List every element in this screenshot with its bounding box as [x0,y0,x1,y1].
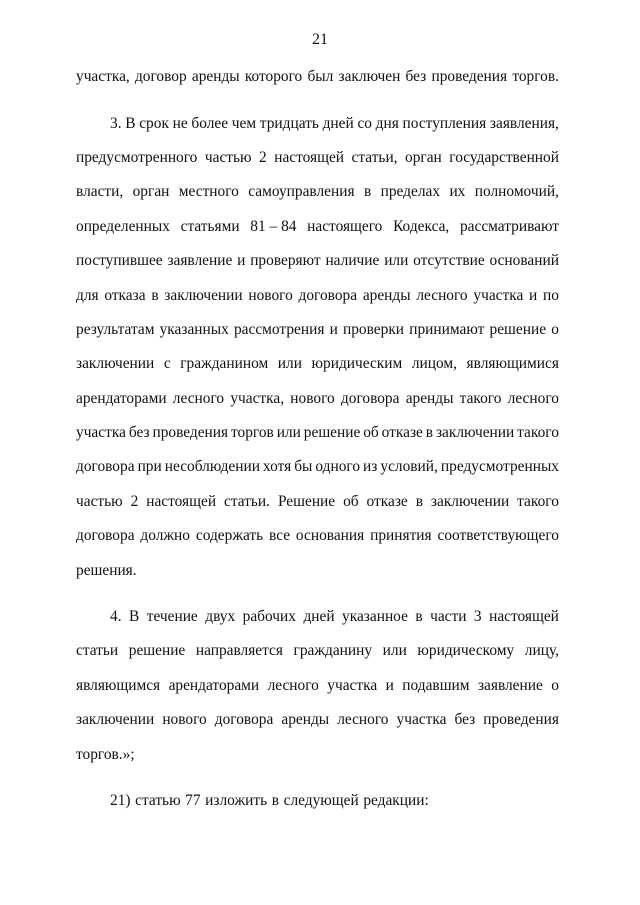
word: решение [128,642,186,660]
word: основания [295,527,365,545]
word: без [405,68,427,86]
word: и [529,286,538,304]
word: дней [303,608,335,626]
text-line [76,450,559,484]
word: следующей [283,792,359,809]
word: из [363,458,378,476]
word: самоуправления [248,183,355,201]
word: принимают [409,320,485,338]
word: лесного [267,676,319,694]
word: договора [76,458,135,476]
word: статью [135,792,181,809]
word: содержать [195,527,264,545]
word: 21) [110,792,131,809]
word: направляется [195,642,283,660]
word: арендаторами [168,676,260,694]
word: власти, [76,183,124,201]
word: и [237,252,246,270]
word: настоящей [274,148,345,166]
text-line [76,737,559,771]
word: об [363,424,379,442]
word: договора [76,527,135,545]
text-line [76,313,559,347]
word: по [543,286,559,304]
word: редакции: [363,792,429,809]
text-line [76,416,559,450]
word: нового [248,286,293,304]
paragraph-4 [76,600,559,772]
word: гражданином [180,355,269,373]
word: в [425,424,434,442]
word: поступившее [76,252,163,270]
text-line [76,175,559,209]
word: заключении [76,355,155,373]
word: участка [327,676,378,694]
word: с [163,355,171,373]
word: заключении [76,711,155,729]
word: был [307,68,334,86]
word: без [128,424,150,442]
paragraph-21 [76,784,559,818]
word: аренды [362,286,411,304]
word: условий, [380,458,438,476]
text-line [76,703,559,737]
word: дня [375,114,399,132]
word: участка [396,711,447,729]
word: гражданину [293,642,373,660]
word: об [343,492,359,510]
word: принятия [370,527,432,545]
word: более [191,114,229,132]
word: изложить [205,792,268,809]
word: являющимся [76,676,161,694]
word: являющимися [466,355,559,373]
word: лицом, [411,355,457,373]
word: для [76,286,99,304]
text-line [76,600,559,634]
word: заключен [338,68,401,86]
word: соответствующего [437,527,559,545]
text-line [76,244,559,278]
word: участка, [76,68,130,86]
word: заключении [435,424,515,442]
word: аренды [405,389,454,407]
text-line [76,784,559,818]
word: указанных [159,320,229,338]
word: настоящей [489,608,559,626]
word: лесного [172,389,225,407]
text-line [76,278,559,312]
word: настоящего [307,217,383,235]
word: 4. [110,608,122,626]
text-line [76,519,559,553]
text-line [76,106,559,140]
word: проведения [431,68,508,86]
word: полномочий, [474,183,559,201]
word: лесного [507,389,559,407]
word: части [430,608,467,626]
word: договора [340,389,400,407]
text-line [76,669,559,703]
word: подавшим [402,676,470,694]
word: частью [204,148,252,166]
word: торгов [231,424,274,442]
word: 3. [110,114,122,132]
word: проверки [343,320,405,338]
word: дней [322,114,354,132]
text-line [76,553,559,587]
word: хотя [262,458,292,476]
word: лесного [337,711,389,729]
word: решение [489,320,547,338]
word: орган [405,148,442,166]
text-line [76,141,559,175]
word: статьи, [351,148,398,166]
word: бы [294,458,313,476]
word: отказа [104,286,146,304]
word: заявления, [489,114,559,132]
paragraph-continuation [76,60,559,94]
word: не [172,114,188,132]
word: Кодекса, [393,217,450,235]
word: результатам [76,320,155,338]
word: отказе [366,492,408,510]
word: или [382,642,407,660]
word: В [125,114,136,132]
word: статьи. [224,492,271,510]
word: такого [517,424,559,442]
word: определенных [76,217,170,235]
word: 77 [185,792,201,809]
word: в [363,183,372,201]
word: в [415,492,423,510]
word: и [385,676,394,694]
word: рассматривают [459,217,559,235]
word: о [551,320,559,338]
word: отказе [381,424,423,442]
word: участка [473,286,524,304]
word: юридическому [417,642,515,660]
word: участка, [230,389,285,407]
word: и [329,320,338,338]
word: без [454,711,476,729]
word: В [129,608,140,626]
text-line [76,485,559,519]
word: оснований [489,252,559,270]
text-line [76,210,559,244]
word: статьями [180,217,240,235]
word: 81 – 84 [250,217,297,235]
word: такого [517,492,559,510]
word: Решение [277,492,336,510]
word: поступления [402,114,487,132]
word: лесного [416,286,468,304]
word: торгов. [512,68,559,86]
word: такого [459,389,502,407]
word: аренды [281,711,330,729]
word: арендаторами [76,389,167,407]
word: торгов.»; [76,745,135,763]
word: лицу, [524,642,559,660]
word: одного [315,458,361,476]
word: проведения [483,711,559,729]
word: государственной [449,148,559,166]
word: чем [231,114,257,132]
document-body [76,60,559,818]
word: нового [162,711,207,729]
word: статьи [76,642,119,660]
word: заявление [477,676,543,694]
word: рабочих [242,608,296,626]
word: наличие [325,252,380,270]
word: проверяют [250,252,321,270]
word: тридцать [259,114,319,132]
word: указанное [342,608,408,626]
word: пределах [380,183,441,201]
word: их [449,183,466,201]
word: отсутствие [413,252,485,270]
word: в [151,286,159,304]
word: 2 [130,492,139,510]
word: настоящей [146,492,217,510]
word: предусмотренного [76,148,198,166]
word: должно [140,527,190,545]
text-line [76,382,559,416]
word: участка [76,424,126,442]
word: срок [139,114,169,132]
text-line [76,634,559,668]
word: о [551,676,559,694]
word: или [384,252,409,270]
word: двух [205,608,236,626]
word: со [357,114,372,132]
word: заявление [167,252,233,270]
word: или [277,355,302,373]
word: 2 [259,148,267,166]
word: все [269,527,291,545]
word: решения. [76,561,137,579]
page-number: 21 [312,31,328,48]
word: юридическим [311,355,403,373]
word: проведения [152,424,229,442]
word: которого [244,68,303,86]
word: в [415,608,423,626]
word: течение [146,608,198,626]
word: 3 [473,608,482,626]
word: заключении [430,492,510,510]
word: нового [290,389,335,407]
word: местного [178,183,239,201]
text-line [76,60,559,94]
word: несоблюдении [164,458,260,476]
word: договора [298,286,358,304]
word: рассмотрения [233,320,325,338]
word: в [271,792,279,809]
word: предусмотренных [440,458,559,476]
word: орган [132,183,170,201]
word: при [137,458,162,476]
word: частью [76,492,123,510]
word: аренды [191,68,240,86]
word: или [276,424,301,442]
word: заключении [164,286,243,304]
word: договор [134,68,187,86]
paragraph-3 [76,106,559,587]
word: договора [214,711,274,729]
word: решение [303,424,361,442]
text-line [76,347,559,381]
